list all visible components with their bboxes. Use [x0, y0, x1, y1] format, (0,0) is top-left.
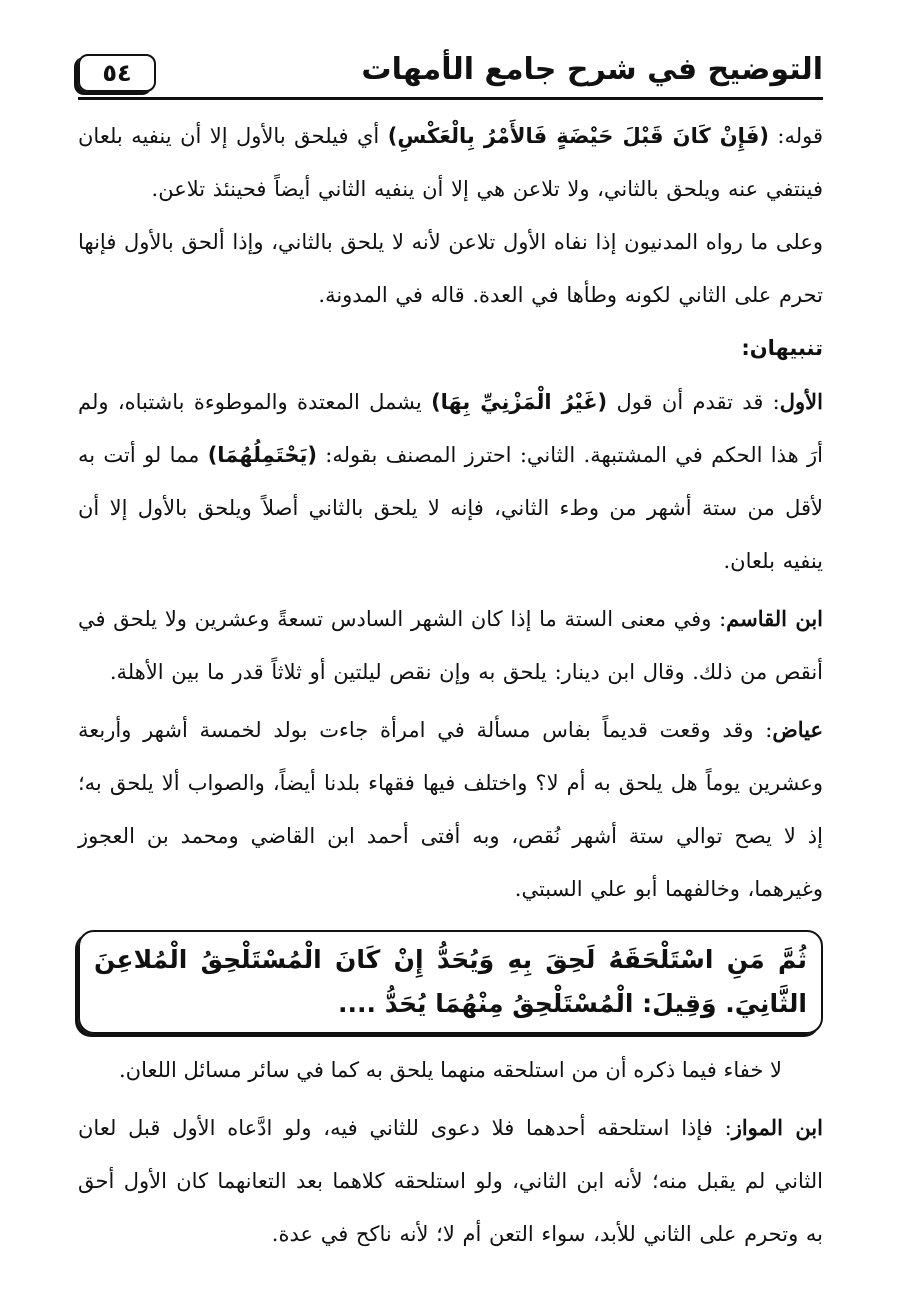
paragraph-4: [78, 592, 823, 699]
body-text: مما لو أتت به لأقل من ستة أشهر من وطء الثاني، فإنه لا يلحق بالثاني أصلاً ويلحق بالأول إلا أن ينفيه بلعان.: [78, 443, 823, 573]
paragraph-3: [78, 375, 823, 588]
header-rule: [78, 97, 823, 100]
matn-box: [78, 930, 823, 1034]
book-title: التوضيح في شرح جامع الأمهات: [361, 52, 823, 87]
paragraph-label: ابن القاسم: [726, 606, 823, 631]
section-heading: تنبيهان:: [741, 336, 823, 360]
paragraph-1: [78, 110, 823, 216]
body-text: : وقد وقعت قديماً بفاس مسألة في امرأة جاءت بولد لخمسة أشهر وأربعة وعشرين يوماً هل يلحق به أم لا؟ واختلف فيها فقهاء بلدنا أيضاً، والصواب ألا يلحق به؛ إذ لا يصح توالي ستة أشهر نُقص، وبه أفتى أحمد ابن القاضي ومحمد بن العجوز وغيرهما، وخالفهما أبو علي السبتي.: [78, 718, 823, 901]
body-text: : قد تقدم أن قول: [607, 390, 780, 414]
matn-quote: (فَإِنْ كَانَ قَبْلَ حَيْضَةٍ فَالأَمْرُ بِالْعَكْسِ): [387, 124, 769, 148]
page: [78, 50, 823, 1261]
page-number: ٥٤: [78, 54, 156, 92]
matn-quote: (يَحْتَمِلُهُمَا): [207, 443, 317, 467]
paragraph-7: [78, 1101, 823, 1261]
paragraph-label: ابن المواز: [731, 1115, 823, 1140]
paragraph-label: الأول: [779, 389, 823, 414]
body-text: يشمل المعتدة والموطوءة باشتباه، ولم أرَ هذا الحكم في المشتبهة. الثاني: احترز المصنف بقوله:: [78, 390, 823, 467]
body-text: : فإذا استلحقه أحدهما فلا دعوى للثاني فيه، ولو ادَّعاه الأول قبل لعان الثاني لم يقبل منه؛ لأنه ابن الثاني، ولو استلحقه كلاهما بعد التعانهما كان الأول أحق به وتحرم على الثاني للأبد، سواء التعن أم لا؛ لأنه ناكح في عدة.: [78, 1116, 823, 1246]
body-text: : وفي معنى الستة ما إذا كان الشهر السادس تسعةً وعشرين ولا يلحق في أنقص من ذلك. وقال ابن دينار: يلحق به وإن نقص ليلتين أو ثلاثاً قدر ما بين الأهلة.: [78, 607, 823, 684]
body-text: أي فيلحق بالأول إلا أن ينفيه بلعان فينتفي عنه ويلحق بالثاني، ولا تلاعن هي إلا أن ينفيه الثاني أيضاً فحينئذ تلاعن.: [78, 124, 823, 201]
paragraph-5: [78, 703, 823, 916]
lead-text: قوله:: [768, 124, 824, 148]
matn-text: ثُمَّ مَنِ اسْتَلْحَقَهُ لَحِقَ بِهِ وَيُحَدُّ إِنْ كَانَ الْمُسْتَلْحِقُ الْمُلاعِنَ الثَّانِيَ. وَقِيلَ: الْمُسْتَلْحِقُ مِنْهُمَا يُحَدُّ ....: [94, 945, 807, 1018]
paragraph-6: لا خفاء فيما ذكره أن من استلحقه منهما يلحق به كما في سائر مسائل اللعان.: [118, 1058, 783, 1082]
paragraph-label: عياض: [772, 717, 823, 742]
paragraph-2: وعلى ما رواه المدنيون إذا نفاه الأول تلاعن لأنه لا يلحق بالثاني، وإذا ألحق بالأول فإنها تحرم على الثاني لكونه وطأها في العدة. قاله في المدونة.: [78, 230, 823, 307]
matn-quote: (غَيْرُ الْمَزْنِيِّ بِهَا): [431, 390, 608, 414]
page-header: [78, 50, 823, 100]
